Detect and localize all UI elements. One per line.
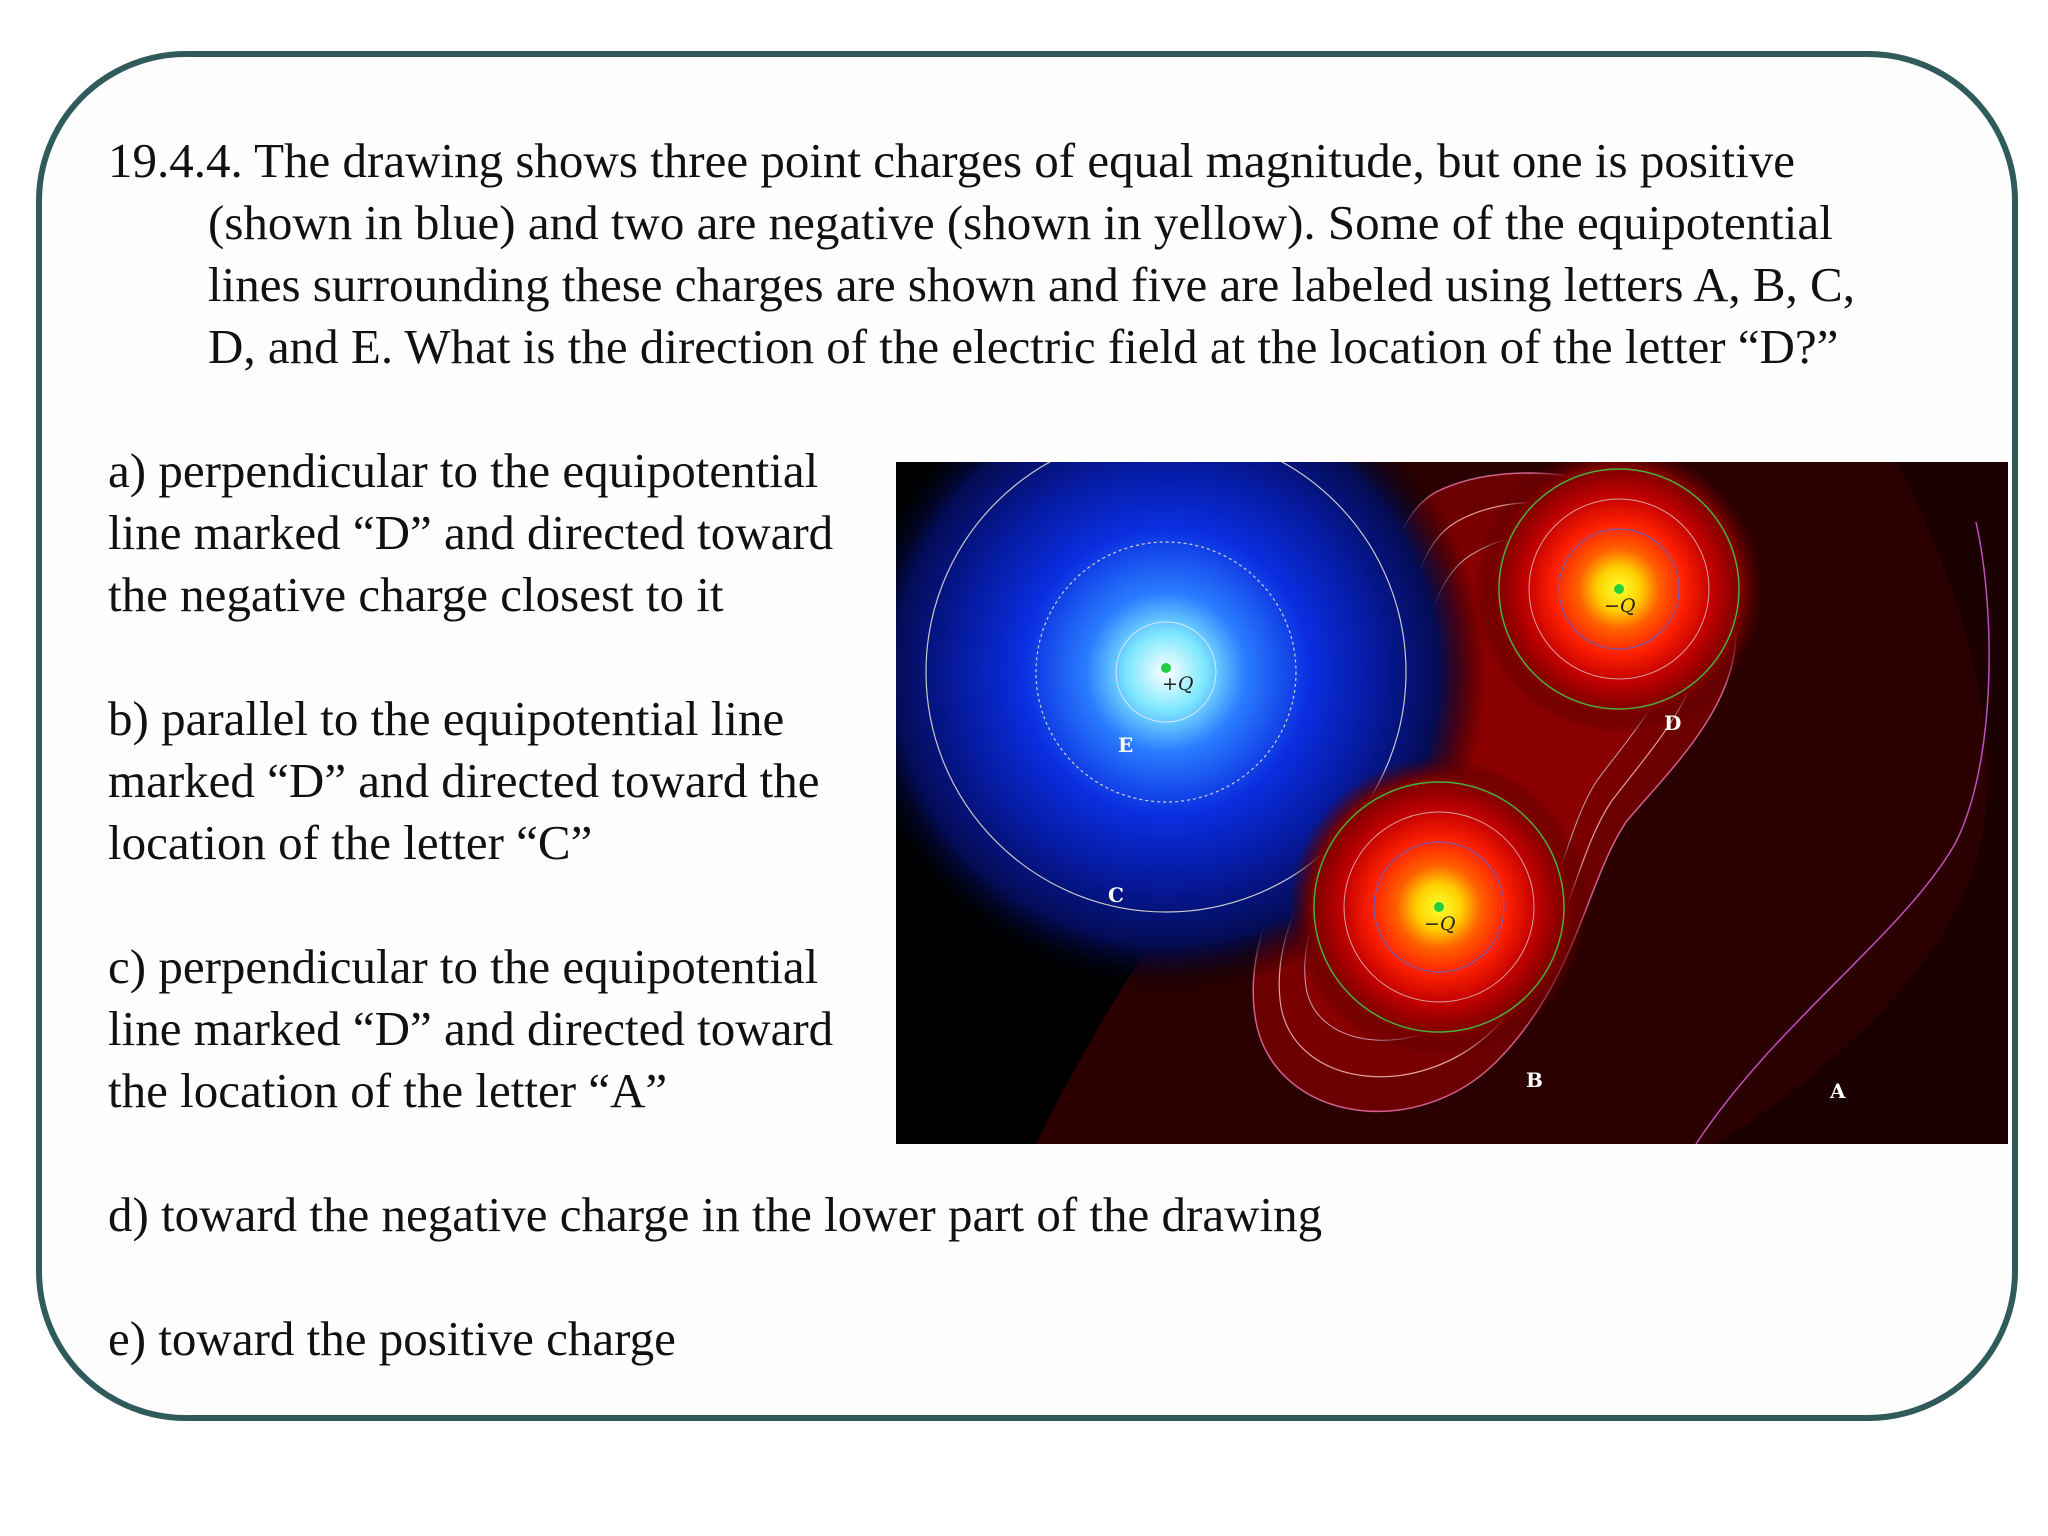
- label-c: C: [1108, 883, 1124, 907]
- equipotential-svg: [896, 462, 2008, 1144]
- label-b: B: [1526, 1068, 1543, 1092]
- option-c-line-3: the location of the letter “A”: [108, 1063, 668, 1118]
- label-e: E: [1118, 733, 1134, 757]
- equipotential-figure: [896, 462, 2008, 1144]
- question-line-2: (shown in blue) and two are negative (shown in yellow). Some of the equipotential: [208, 195, 1833, 250]
- negative-bottom-charge-dot: [1434, 902, 1444, 912]
- option-b-line-1: b) parallel to the equipotential line: [108, 691, 785, 746]
- positive-charge-label: +Q: [1162, 673, 1194, 695]
- question-line-1: 19.4.4. The drawing shows three point charges of equal magnitude, but one is positive: [108, 133, 1796, 188]
- option-a-line-1: a) perpendicular to the equipotential: [108, 443, 819, 498]
- option-c-line-1: c) perpendicular to the equipotential: [108, 939, 819, 994]
- negative-top-charge-label: −Q: [1604, 595, 1636, 617]
- question-line-4: D, and E. What is the direction of the electric field at the location of the letter “D?”: [208, 319, 1839, 374]
- option-c-line-2: line marked “D” and directed toward: [108, 1001, 834, 1056]
- label-d: D: [1664, 711, 1682, 735]
- option-a-line-2: line marked “D” and directed toward: [108, 505, 834, 560]
- option-c[interactable]: [108, 936, 833, 1122]
- option-b[interactable]: [108, 688, 820, 874]
- option-d-line-1: d) toward the negative charge in the lower part of the drawing: [108, 1187, 1323, 1242]
- option-e[interactable]: [108, 1308, 676, 1370]
- label-a: A: [1830, 1079, 1846, 1103]
- option-a-line-3: the negative charge closest to it: [108, 567, 724, 622]
- option-e-line-1: e) toward the positive charge: [108, 1311, 676, 1366]
- negative-bottom-charge-label: −Q: [1424, 913, 1456, 935]
- question-text: [108, 130, 1988, 378]
- negative-top-charge-dot: [1614, 584, 1624, 594]
- question-line-3: lines surrounding these charges are shown and five are labeled using letters A, B, C,: [208, 257, 1855, 312]
- option-b-line-2: marked “D” and directed toward the: [108, 753, 820, 808]
- positive-charge-dot: [1161, 663, 1171, 673]
- option-a[interactable]: [108, 440, 833, 626]
- option-b-line-3: location of the letter “C”: [108, 815, 593, 870]
- option-d[interactable]: [108, 1184, 1322, 1246]
